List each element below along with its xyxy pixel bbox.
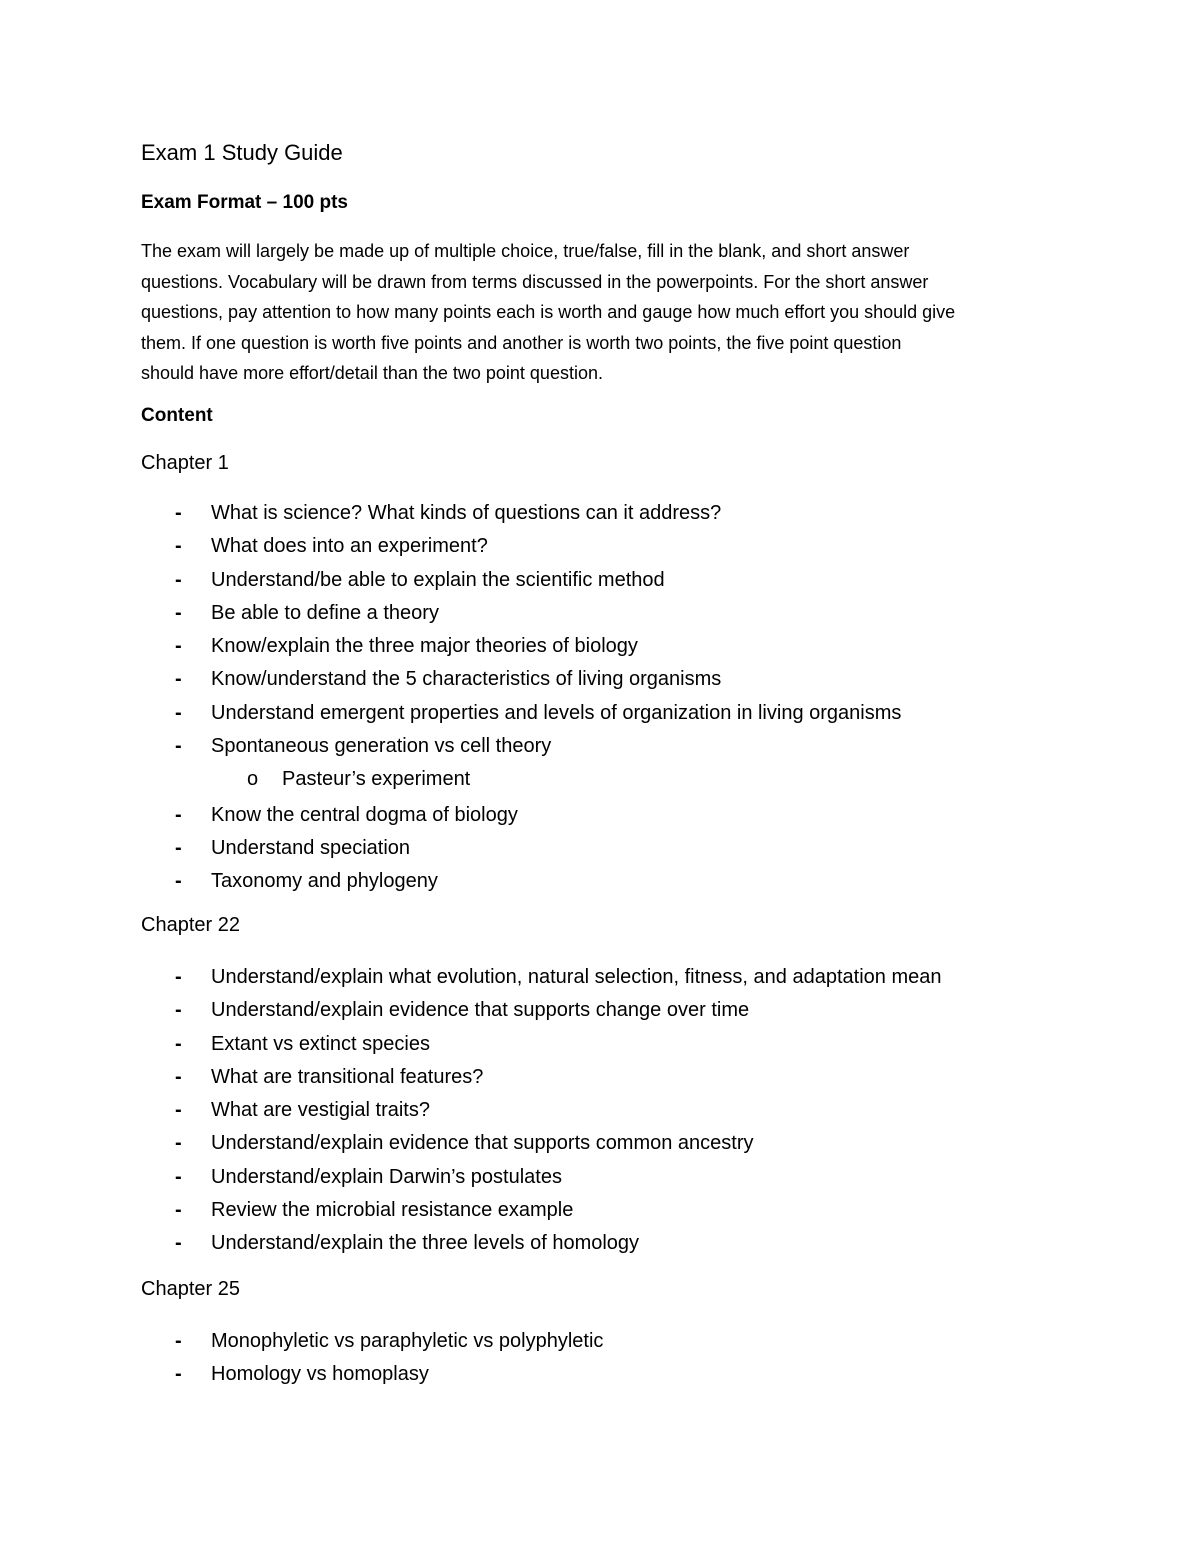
- bullet-dash: -: [175, 1199, 182, 1222]
- intro-line: questions, pay attention to how many points each is worth and gauge how much effort you should give: [141, 302, 956, 323]
- sub-list-item: o Pasteur’s experiment: [141, 763, 901, 796]
- bullet-dash: -: [175, 1330, 182, 1352]
- bullet-dash: -: [175, 735, 182, 758]
- intro-line: questions. Vocabulary will be drawn from terms discussed in the powerpoints. For the short answer: [141, 271, 929, 292]
- chapter-22-list: [141, 961, 941, 1261]
- list-item: - Understand/explain evidence that supports change over time: [141, 994, 941, 1027]
- bullet-dash: -: [175, 701, 182, 724]
- chapter-25-heading: Chapter 25: [141, 1278, 240, 1300]
- list-item: - Be able to define a theory: [141, 597, 901, 630]
- intro-line: The exam will largely be made up of multiple choice, true/false, fill in the blank, and short answer: [141, 241, 910, 261]
- list-item: - Know/explain the three major theories of biology: [141, 630, 901, 663]
- bullet-dash: -: [175, 668, 182, 691]
- chapter-1-heading: Chapter 1: [141, 452, 229, 474]
- bullet-dash: -: [175, 535, 182, 558]
- list-item: - Taxonomy and phylogeny: [141, 865, 901, 898]
- bullet-dash: -: [175, 803, 182, 826]
- bullet-dash: -: [175, 502, 182, 524]
- list-item: - Understand/explain the three levels of homology: [141, 1227, 941, 1260]
- content-heading: Content: [141, 405, 213, 426]
- list-item: - Monophyletic vs paraphyletic vs polyphyletic: [141, 1325, 603, 1358]
- bullet-dash: -: [175, 1232, 182, 1255]
- list-item: - Understand/explain what evolution, natural selection, fitness, and adaptation mean: [141, 961, 941, 994]
- chapter-22-heading: Chapter 22: [141, 914, 240, 936]
- bullet-dash: -: [175, 1132, 182, 1155]
- bullet-dash: -: [175, 836, 182, 859]
- bullet-dash: -: [175, 601, 182, 624]
- list-item: - Understand/explain Darwin’s postulates: [141, 1161, 941, 1194]
- bullet-circle: o: [247, 768, 259, 791]
- bullet-dash: -: [175, 1165, 182, 1188]
- intro-line: them. If one question is worth five points and another is worth two points, the five point question: [141, 332, 902, 353]
- list-item: - Extant vs extinct species: [141, 1028, 941, 1061]
- list-item: - Know/understand the 5 characteristics of living organisms: [141, 663, 901, 696]
- list-item: - Review the microbial resistance example: [141, 1194, 941, 1227]
- chapter-1-list: [141, 497, 901, 899]
- bullet-dash: -: [175, 1032, 182, 1055]
- bullet-dash: -: [175, 999, 182, 1022]
- list-item: - Understand speciation: [141, 832, 901, 865]
- intro-line: should have more effort/detail than the two point question.: [141, 363, 603, 384]
- list-item: - What is science? What kinds of questions can it address?: [141, 497, 901, 530]
- bullet-dash: -: [175, 870, 182, 893]
- bullet-dash: -: [175, 1363, 182, 1386]
- bullet-dash: -: [175, 635, 182, 658]
- bullet-dash: -: [175, 966, 182, 988]
- bullet-dash: -: [175, 1099, 182, 1122]
- document-title: Exam 1 Study Guide: [141, 140, 343, 165]
- intro-paragraph: [141, 236, 1061, 389]
- list-item: - Understand/explain evidence that supports common ancestry: [141, 1127, 941, 1160]
- list-item: - Understand/be able to explain the scientific method: [141, 564, 901, 597]
- list-item: - What are vestigial traits?: [141, 1094, 941, 1127]
- bullet-dash: -: [175, 568, 182, 591]
- list-item: - What does into an experiment?: [141, 530, 901, 563]
- list-item: - Know the central dogma of biology: [141, 799, 901, 832]
- chapter-25-list: [141, 1325, 603, 1392]
- exam-format-heading: Exam Format – 100 pts: [141, 192, 348, 213]
- list-item: - Homology vs homoplasy: [141, 1358, 603, 1391]
- bullet-dash: -: [175, 1065, 182, 1088]
- list-item: - What are transitional features?: [141, 1061, 941, 1094]
- list-item: - Understand emergent properties and levels of organization in living organisms: [141, 697, 901, 730]
- list-item: - Spontaneous generation vs cell theory: [141, 730, 901, 763]
